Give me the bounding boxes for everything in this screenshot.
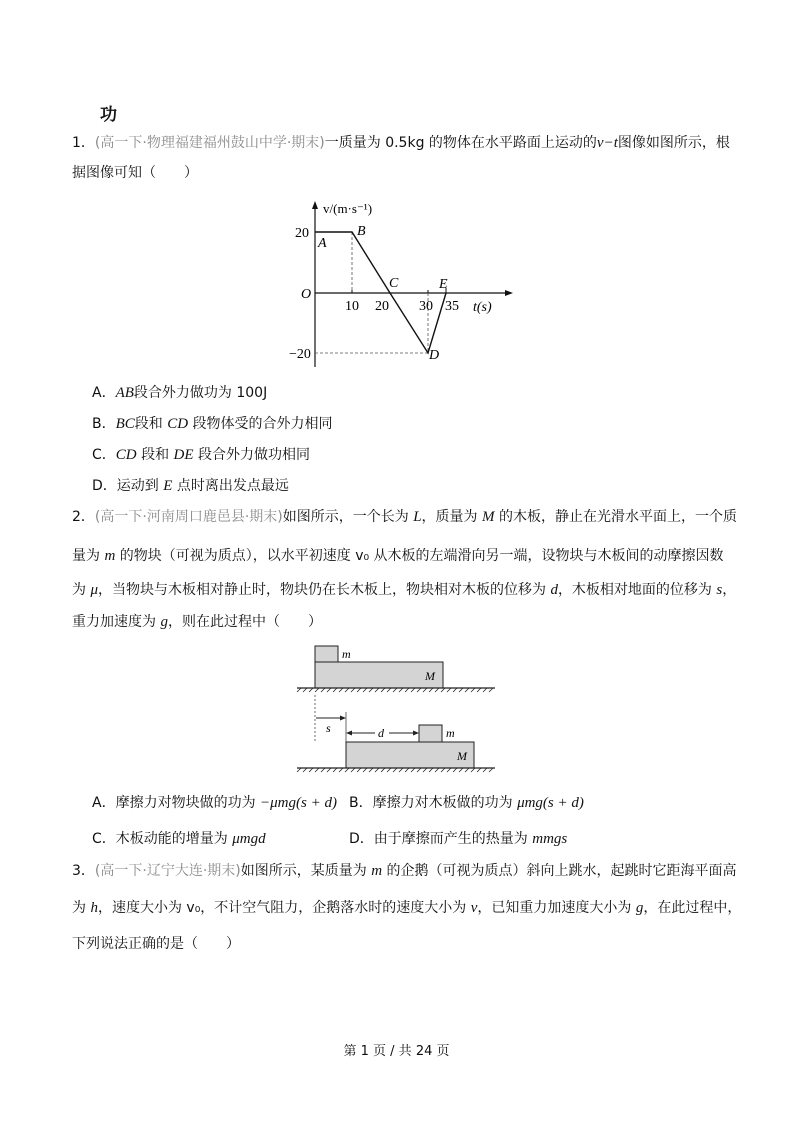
q2-source: (高一下·河南周口鹿邑县·期末) bbox=[94, 509, 283, 525]
q1-source: (高一下·物理福建福州鼓山中学·期末) bbox=[94, 135, 325, 151]
q2-stem-line2: 量为 m 的物块（可视为质点），以水平初速度 v₀ 从木板的左端滑向另一端，设物块与木板间的动摩擦因数 bbox=[72, 548, 724, 564]
q1-stem-line2: 据图像可知（ ） bbox=[72, 165, 198, 181]
q1-vt-graph bbox=[285, 195, 515, 370]
q3-stem-line1: 3．(高一下·辽宁大连·期末)如图所示，某质量为 m 的企鹅（可视为质点）斜向上跳水，起跳时它距海平面高 bbox=[72, 863, 737, 879]
q2-number: 2． bbox=[72, 509, 95, 525]
section-title: 功 bbox=[100, 105, 117, 125]
q2-stem-line1: 2．(高一下·河南周口鹿邑县·期末)如图所示，一个长为 L，质量为 M 的木板，静止在光滑水平面上，一个质 bbox=[72, 509, 737, 525]
q2-option-c: C．木板动能的增量为 μmgd bbox=[92, 831, 266, 847]
q2-block-bottom-label: m bbox=[446, 726, 455, 740]
q1-ytick-20: 20 bbox=[295, 226, 309, 241]
q1-point-a: A bbox=[318, 236, 327, 251]
q1-point-b: B bbox=[357, 224, 366, 239]
q1-origin: O bbox=[301, 287, 312, 302]
q2-board-bottom bbox=[346, 742, 474, 768]
q1-point-c: C bbox=[389, 276, 399, 291]
q1-ytick-m20: −20 bbox=[289, 347, 311, 362]
q3-stem-line3: 下列说法正确的是（ ） bbox=[72, 936, 240, 952]
q2-s-label: s bbox=[326, 721, 331, 735]
q3-source: (高一下·辽宁大连·期末) bbox=[94, 863, 241, 879]
q1-stem-line1 bbox=[72, 133, 730, 153]
q1-number: 1． bbox=[72, 135, 95, 151]
q1-x-axis-arrow bbox=[505, 290, 513, 296]
q1-point-e: E bbox=[439, 277, 448, 292]
q2-s-arrowhead bbox=[340, 716, 346, 721]
q1-xtick-20: 20 bbox=[375, 299, 389, 314]
q2-board-bottom-label: M bbox=[457, 749, 467, 763]
page-footer: 第 1 页 / 共 24 页 bbox=[343, 1044, 450, 1059]
q1-vt: v−t bbox=[596, 135, 618, 151]
q2-option-a: A．摩擦力对物块做的功为 −μmg(s + d) bbox=[92, 795, 337, 811]
q2-block-bottom bbox=[419, 725, 442, 742]
q2-board-top-label: M bbox=[425, 669, 435, 683]
q1-option-a: A．AB段合外力做功为 100J bbox=[92, 385, 268, 401]
q2-option-d: D．由于摩擦而产生的热量为 mmgs bbox=[349, 831, 568, 847]
q1-x-label: t(s) bbox=[473, 300, 492, 315]
q2-d-arrowhead-left bbox=[346, 731, 352, 736]
q2-board-figure bbox=[295, 640, 500, 778]
q2-block-top bbox=[315, 646, 338, 662]
q1-stem-b: 图像如图所示，根 bbox=[617, 135, 730, 151]
q1-stem-a: 一质量为 0.5kg 的物体在水平路面上运动的 bbox=[324, 135, 597, 151]
q1-xtick-10: 10 bbox=[345, 299, 359, 314]
q3-number: 3． bbox=[72, 863, 95, 879]
q2-d-label: d bbox=[378, 726, 384, 740]
q1-option-c: C．CD 段和 DE 段合外力做功相同 bbox=[92, 447, 310, 463]
q2-d-arrowhead-right bbox=[413, 731, 419, 736]
q2-option-b: B．摩擦力对木板做的功为 μmg(s + d) bbox=[349, 795, 584, 811]
q1-option-d: D．运动到 E 点时离出发点最远 bbox=[92, 478, 289, 494]
q3-stem-line2: 为 h，速度大小为 v₀，不计空气阻力，企鹅落水时的速度大小为 v，已知重力加速度大小为 g，在此过程中， bbox=[72, 900, 742, 916]
q1-y-label: v/(m·s⁻¹) bbox=[323, 201, 373, 216]
q2-block-top-label: m bbox=[342, 647, 351, 661]
q1-xtick-30: 30 bbox=[419, 299, 433, 314]
q2-stem-line4: 重力加速度为 g，则在此过程中（ ） bbox=[72, 614, 322, 630]
q1-option-b: B．BC段和 CD 段物体受的合外力相同 bbox=[92, 416, 333, 432]
q1-y-axis-arrow bbox=[312, 201, 318, 209]
q2-board-top bbox=[315, 662, 443, 688]
q1-point-d: D bbox=[429, 348, 440, 363]
q2-stem-line3: 为 μ，当物块与木板相对静止时，物块仍在长木板上，物块相对木板的位移为 d，木板相对地面的位移为 s， bbox=[72, 582, 737, 598]
q1-xtick-35: 35 bbox=[445, 299, 459, 314]
